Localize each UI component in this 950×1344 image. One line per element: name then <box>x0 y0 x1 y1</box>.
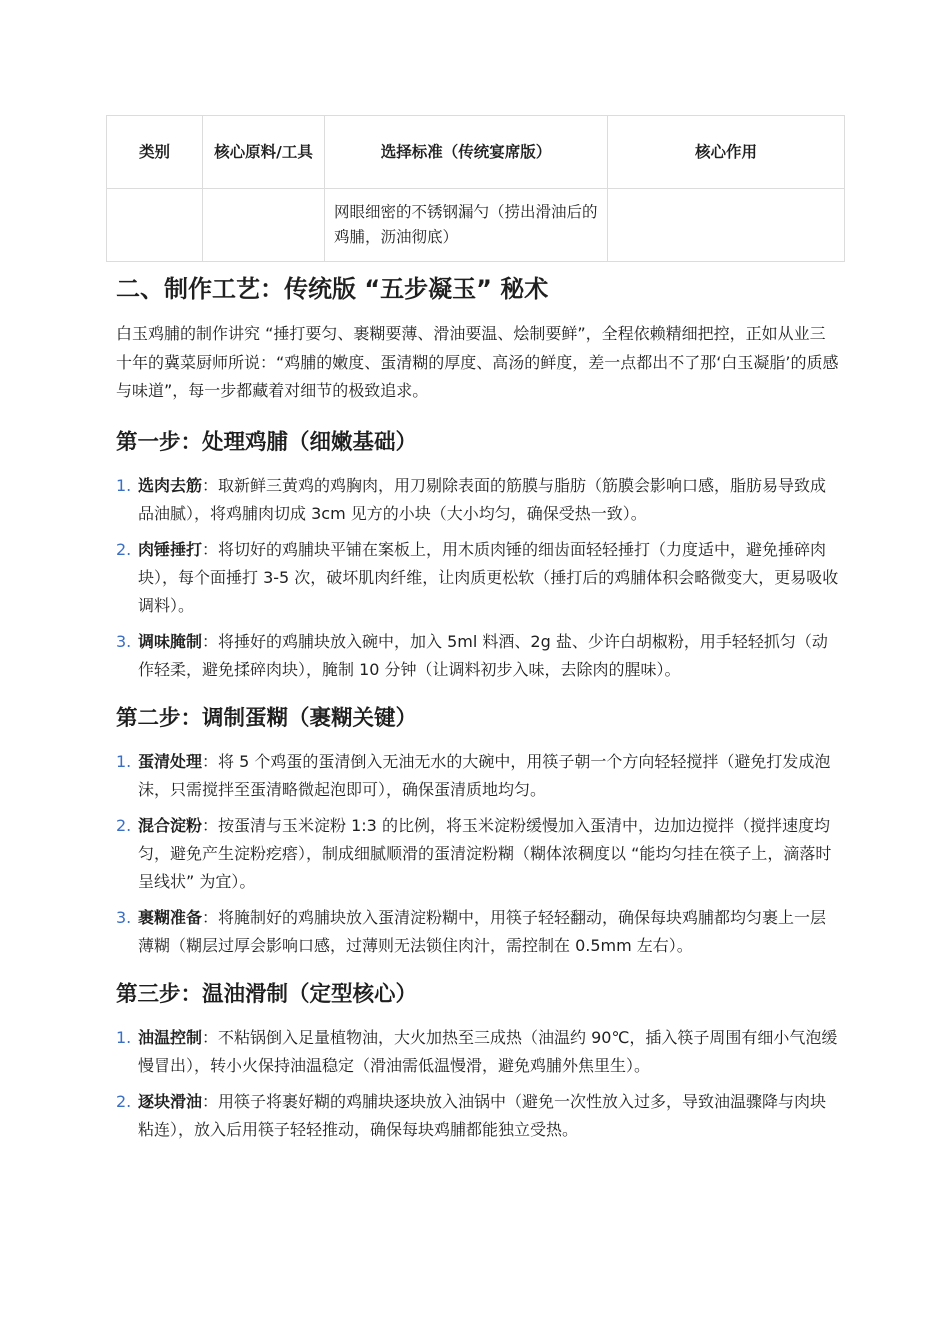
list-item <box>116 1088 840 1144</box>
table-cell <box>608 189 845 262</box>
list-number: 1. <box>116 751 132 771</box>
table-cell <box>107 189 203 262</box>
section-intro: 白玉鸡脯的制作讲究 “捶打要匀、裹糊要薄、滑油要温、烩制要鲜”，全程依赖精细把控，正如从业三十年的冀菜厨师所说：“鸡脯的嫩度、蛋清糊的厚度、高汤的鲜度，差一点都出不了那‘白玉凝脂’的质感与味道”，每一步都藏着对细节的极致追求。 <box>116 324 839 400</box>
step-3-list <box>116 1024 840 1144</box>
list-item <box>116 904 840 960</box>
list-text: ：取新鲜三黄鸡的鸡胸肉，用刀剔除表面的筋膜与脂肪（筋膜会影响口感，脂肪易导致成品油腻），将鸡脯肉切成 3cm 见方的小块（大小均匀，确保受热一致）。 <box>138 475 827 523</box>
list-number: 3. <box>116 631 132 651</box>
table-cell: 网眼细密的不锈钢漏勺（捞出滑油后的鸡脯，沥油彻底） <box>325 189 608 262</box>
list-term: 逐块滑油 <box>138 1091 203 1111</box>
header-material-tool: 核心原料/工具 <box>203 116 325 189</box>
list-number: 3. <box>116 907 132 927</box>
header-category: 类别 <box>107 116 203 189</box>
section-title: 二、制作工艺：传统版 “五步凝玉” 秘术 <box>116 275 549 303</box>
list-item <box>116 812 840 896</box>
list-item <box>116 472 840 528</box>
list-item <box>116 536 840 620</box>
list-number: 2. <box>116 1091 132 1111</box>
list-number: 1. <box>116 475 132 495</box>
list-term: 调味腌制 <box>138 631 203 651</box>
list-term: 选肉去筋 <box>138 475 203 495</box>
list-term: 裹糊准备 <box>138 907 203 927</box>
materials-table <box>106 115 845 262</box>
list-term: 肉锤捶打 <box>138 539 203 559</box>
list-number: 2. <box>116 815 132 835</box>
list-term: 蛋清处理 <box>138 751 203 771</box>
header-selection-standard: 选择标准（传统宴席版） <box>325 116 608 189</box>
content <box>116 268 840 1160</box>
list-item <box>116 748 840 804</box>
table-row <box>107 189 845 262</box>
step-2-title: 第二步：调制蛋糊（裹糊关键） <box>116 705 418 731</box>
step-3-title: 第三步：温油滑制（定型核心） <box>116 981 418 1007</box>
header-core-function: 核心作用 <box>608 116 845 189</box>
list-text: ：用筷子将裹好糊的鸡脯块逐块放入油锅中（避免一次性放入过多，导致油温骤降与肉块粘连），放入后用筷子轻轻推动，确保每块鸡脯都能独立受热。 <box>138 1091 827 1139</box>
list-text: ：按蛋清与玉米淀粉 1:3 的比例，将玉米淀粉缓慢加入蛋清中，边加边搅拌（搅拌速度均匀，避免产生淀粉疙瘩），制成细腻顺滑的蛋清淀粉糊（糊体浓稠度以 “能均匀挂在筷子上，滴落时呈线状” 为宜）。 <box>138 815 832 891</box>
list-number: 1. <box>116 1027 132 1047</box>
list-text: ：不粘锅倒入足量植物油，大火加热至三成热（油温约 90℃，插入筷子周围有细小气泡缓慢冒出），转小火保持油温稳定（滑油需低温慢滑，避免鸡脯外焦里生）。 <box>138 1027 838 1075</box>
step-2-list <box>116 748 840 960</box>
table-header-row <box>107 116 845 189</box>
list-term: 油温控制 <box>138 1027 203 1047</box>
list-item <box>116 1024 840 1080</box>
table-cell <box>203 189 325 262</box>
list-text: ：将切好的鸡脯块平铺在案板上，用木质肉锤的细齿面轻轻捶打（力度适中，避免捶碎肉块），每个面捶打 3-5 次，破坏肌肉纤维，让肉质更松软（捶打后的鸡脯体积会略微变大，更易吸收调料）。 <box>138 539 839 615</box>
list-text: ：将捶好的鸡脯块放入碗中，加入 5ml 料酒、2g 盐、少许白胡椒粉，用手轻轻抓匀（动作轻柔，避免揉碎肉块），腌制 10 分钟（让调料初步入味，去除肉的腥味）。 <box>138 631 828 679</box>
step-1-title: 第一步：处理鸡脯（细嫩基础） <box>116 429 418 455</box>
list-number: 2. <box>116 539 132 559</box>
list-text: ：将 5 个鸡蛋的蛋清倒入无油无水的大碗中，用筷子朝一个方向轻轻搅拌（避免打发成泡沫，只需搅拌至蛋清略微起泡即可），确保蛋清质地均匀。 <box>138 751 831 799</box>
list-item <box>116 628 840 684</box>
list-term: 混合淀粉 <box>138 815 203 835</box>
list-text: ：将腌制好的鸡脯块放入蛋清淀粉糊中，用筷子轻轻翻动，确保每块鸡脯都均匀裹上一层薄糊（糊层过厚会影响口感，过薄则无法锁住肉汁，需控制在 0.5mm 左右）。 <box>138 907 827 955</box>
step-1-list <box>116 472 840 684</box>
